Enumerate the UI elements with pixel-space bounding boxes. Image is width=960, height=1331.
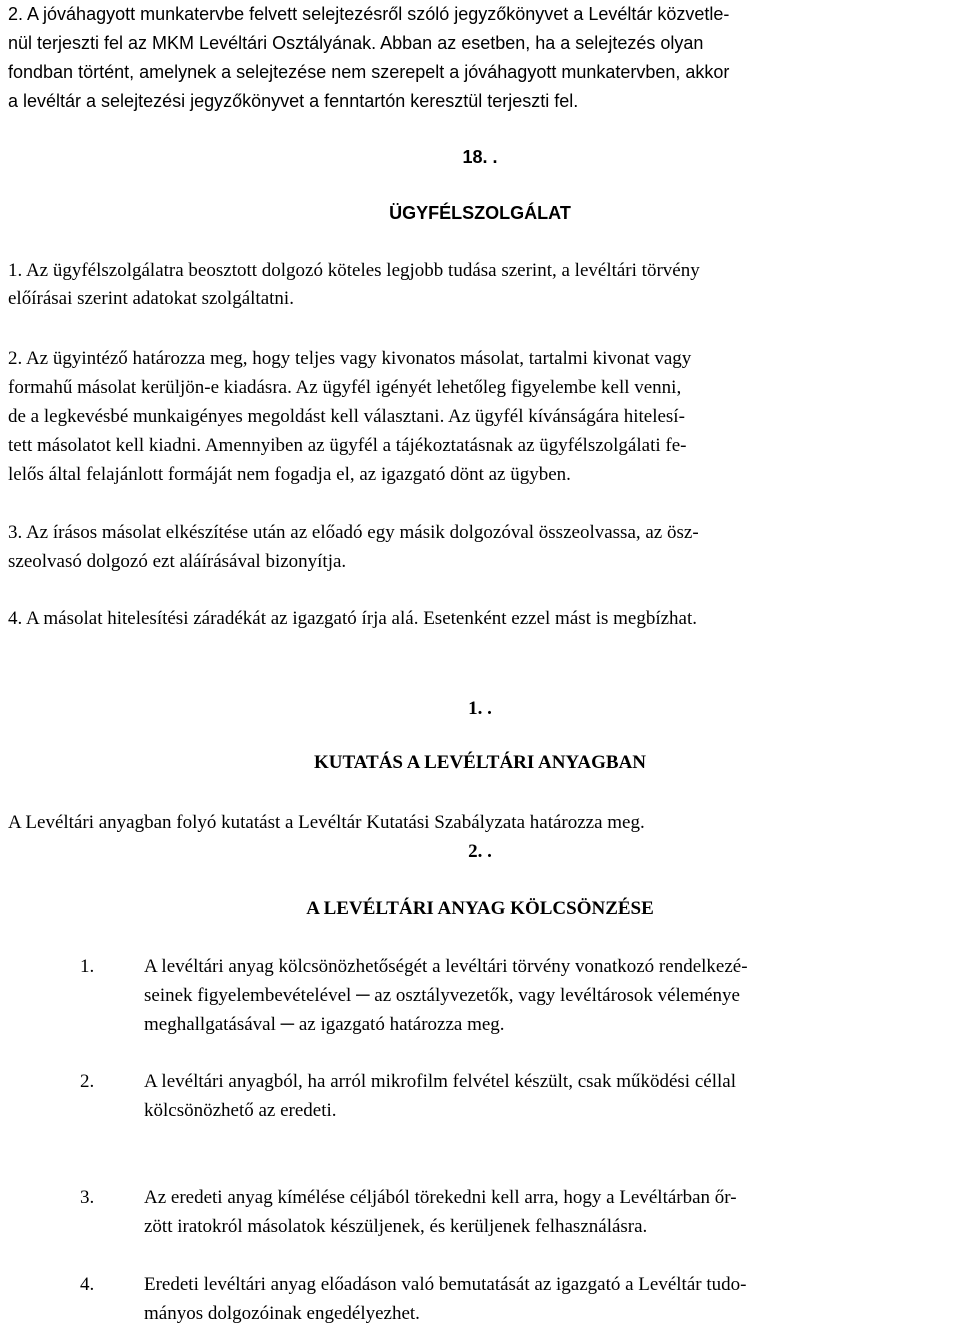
sec18-item2-line-5: lelős által felajánlott formáját nem fogadja el, az igazgató dönt az ügyben. bbox=[8, 464, 571, 485]
sec17-item2-line-2: nül terjeszti fel az MKM Levéltári Osztályának. Abban az esetben, ha a selejtezés olyan bbox=[8, 33, 704, 53]
sec2-item1-line-1: A levéltári anyag kölcsönözhetőségét a levéltári törvény vonatkozó rendelkezé- bbox=[144, 956, 748, 977]
sec2-title: A LEVÉLTÁRI ANYAG KÖLCSÖNZÉSE bbox=[306, 898, 654, 919]
sec1-number: 1. . bbox=[468, 698, 492, 719]
sec2-item4-number: 4. bbox=[80, 1274, 95, 1295]
sec18-item3-line-2: szeolvasó dolgozó ezt aláírásával bizonyítja. bbox=[8, 551, 347, 572]
sec1-title: KUTATÁS A LEVÉLTÁRI ANYAGBAN bbox=[313, 752, 647, 773]
sec2-item3-line-1: Az eredeti anyag kímélése céljából törekedni kell arra, hogy a Levéltárban őr- bbox=[144, 1187, 737, 1208]
sec18-item2-line-2: formahű másolat kerüljön-e kiadásra. Az ügyfél igényét lehetőleg figyelembe kell venni, bbox=[8, 377, 682, 398]
sec18-item1-line-1: 1. Az ügyfélszolgálatra beosztott dolgozó köteles legjobb tudása szerint, a levéltári törvény bbox=[8, 260, 700, 281]
sec2-item4-line-1: Eredeti levéltári anyag előadáson való bemutatását az igazgató a Levéltár tudo- bbox=[144, 1274, 747, 1295]
sec18-item2-line-3: de a legkevésbé munkaigényes megoldást kell választani. Az ügyfél kívánságára hitelesí- bbox=[8, 406, 685, 427]
sec2-item2-line-2: kölcsönözhető az eredeti. bbox=[144, 1100, 337, 1121]
sec18-number: 18. . bbox=[462, 147, 498, 167]
sec18-item1-line-2: előírásai szerint adatokat szolgáltatni. bbox=[8, 288, 294, 309]
sec2-item1-line-2: seinek figyelembevételével ─ az osztályvezetők, vagy levéltárosok véleménye bbox=[144, 985, 740, 1006]
sec18-item4-line-1: 4. A másolat hitelesítési záradékát az igazgató írja alá. Esetenként ezzel mást is megbízhat. bbox=[8, 608, 698, 629]
sec2-number: 2. . bbox=[468, 841, 492, 862]
sec18-item2-line-4: tett másolatot kell kiadni. Amennyiben az ügyfél a tájékoztatásnak az ügyfélszolgálati fe- bbox=[8, 435, 687, 456]
sec2-item1-line-3: meghallgatásával ─ az igazgató határozza meg. bbox=[144, 1014, 505, 1035]
sec18-item2-line-1: 2. Az ügyintéző határozza meg, hogy teljes vagy kivonatos másolat, tartalmi kivonat vagy bbox=[8, 348, 692, 369]
sec17-item2-line-3: fondban történt, amelynek a selejtezése nem szerepelt a jóváhagyott munkatervben, akkor bbox=[8, 62, 730, 82]
sec2-item1-number: 1. bbox=[80, 956, 95, 977]
sec17-item2-line-4: a levéltár a selejtezési jegyzőkönyvet a fenntartón keresztül terjeszti fel. bbox=[8, 91, 579, 111]
sec2-item3-line-2: zött iratokról másolatok készüljenek, és kerüljenek felhasználásra. bbox=[144, 1216, 648, 1237]
sec17-item2-line-1: 2. A jóváhagyott munkatervbe felvett selejtezésről szóló jegyzőkönyvet a Levéltár közvetle- bbox=[8, 4, 730, 24]
sec18-item3-line-1: 3. Az írásos másolat elkészítése után az előadó egy másik dolgozóval összeolvassa, az ösz- bbox=[8, 522, 699, 543]
sec2-item4-line-2: mányos dolgozóinak engedélyezhet. bbox=[144, 1303, 420, 1324]
sec2-item2-number: 2. bbox=[80, 1071, 95, 1092]
sec1-text: A Levéltári anyagban folyó kutatást a Levéltár Kutatási Szabályzata határozza meg. bbox=[8, 812, 645, 833]
sec2-item2-line-1: A levéltári anyagból, ha arról mikrofilm felvétel készült, csak működési céllal bbox=[144, 1071, 736, 1092]
sec18-title: ÜGYFÉLSZOLGÁLAT bbox=[389, 203, 571, 223]
sec2-item3-number: 3. bbox=[80, 1187, 95, 1208]
